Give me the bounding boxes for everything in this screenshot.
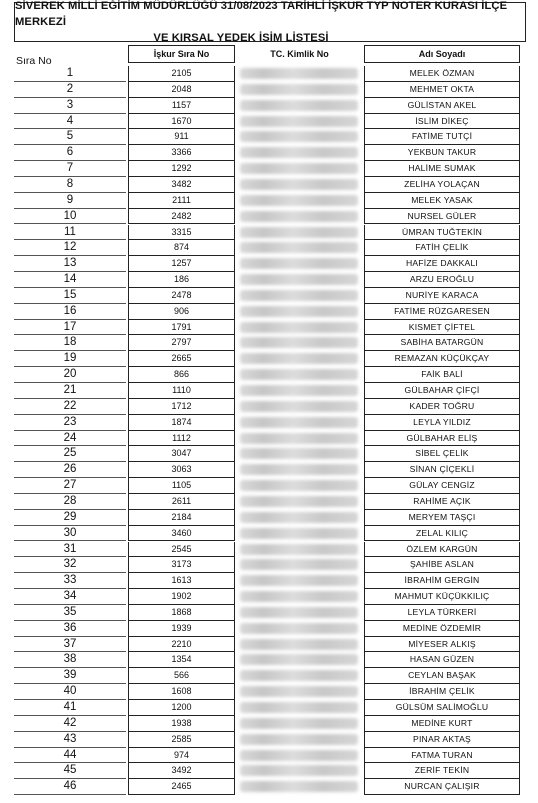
table-row [0,225,538,241]
cell-tc-kimlik-redacted [240,464,358,475]
table-row [0,161,538,177]
cell-sira-no: 44 [63,748,77,761]
cell-adi-soyadi: HAFİZE DAKKALI [364,256,520,272]
cell-iskur-sira-no: 2665 [128,351,235,367]
cell-tc-kimlik-redacted [240,242,358,253]
cell-tc-kimlik-redacted [240,274,358,285]
cell-tc-kimlik-redacted [240,337,358,348]
table-row [0,478,538,494]
table-row [0,177,538,193]
cell-adi-soyadi: GÜLSÜM SALİMOĞLU [364,700,520,716]
cell-sira-no: 36 [63,621,77,634]
cell-sira-no: 41 [63,701,77,713]
cell-sira-no: 8 [66,177,74,190]
table-row [0,605,538,621]
table-row [0,383,538,399]
table-row [0,573,538,589]
cell-sira-no: 10 [63,209,77,222]
table-row [0,304,538,320]
cell-iskur-sira-no: 3460 [128,526,235,542]
cell-tc-kimlik-redacted [240,385,358,396]
table-row [0,462,538,478]
table-row [0,621,538,637]
cell-adi-soyadi: MİYESER ALKIŞ [364,637,520,653]
cell-sira-no: 40 [63,685,77,698]
cell-iskur-sira-no: 1939 [128,621,235,637]
cell-tc-kimlik-redacted [240,654,358,665]
cell-sira-no: 18 [63,336,77,349]
cell-adi-soyadi: SABİHA BATARGÜN [364,335,520,351]
cell-adi-soyadi: MAHMUT KÜÇÜKKILIÇ [364,589,520,605]
table-row [0,114,538,130]
cell-adi-soyadi: GÜLBAHAR ELİŞ [364,431,520,447]
cell-adi-soyadi: KISMET ÇİFTEL [364,320,520,336]
cell-sira-no: 29 [63,510,77,523]
cell-tc-kimlik-redacted [240,131,358,142]
cell-iskur-sira-no: 1200 [128,700,235,716]
cell-tc-kimlik-redacted [240,147,358,158]
cell-iskur-sira-no: 1613 [128,573,235,589]
cell-iskur-sira-no: 186 [128,272,235,288]
cell-sira-no: 12 [63,241,77,254]
cell-iskur-sira-no: 1157 [128,98,235,114]
row-divider [14,794,126,795]
cell-iskur-sira-no: 1112 [128,431,235,447]
cell-iskur-sira-no: 3047 [128,446,235,462]
cell-sira-no: 42 [63,716,77,729]
cell-adi-soyadi: ZELİHA YOLAÇAN [364,177,520,193]
table-row [0,526,538,542]
cell-tc-kimlik-redacted [240,258,358,269]
cell-iskur-sira-no: 1791 [128,320,235,336]
cell-adi-soyadi: NURİYE KARACA [364,288,520,304]
cell-adi-soyadi: MERYEM TAŞÇI [364,510,520,526]
table-row [0,288,538,304]
cell-iskur-sira-no: 3173 [128,557,235,573]
cell-tc-kimlik-redacted [240,369,358,380]
table-row [0,637,538,653]
cell-iskur-sira-no: 1938 [128,716,235,732]
cell-sira-no: 31 [63,542,77,555]
cell-adi-soyadi: FAİK BALİ [364,367,520,383]
cell-tc-kimlik-redacted [240,68,358,79]
cell-tc-kimlik-redacted [240,322,358,333]
cell-iskur-sira-no: 2111 [128,193,235,209]
cell-sira-no: 6 [66,146,74,159]
cell-adi-soyadi: KADER TOĞRU [364,399,520,415]
cell-iskur-sira-no: 2210 [128,637,235,653]
cell-iskur-sira-no: 3482 [128,177,235,193]
table-row [0,66,538,82]
cell-tc-kimlik-redacted [240,718,358,729]
cell-tc-kimlik-redacted [240,211,358,222]
cell-adi-soyadi: MEDİNE ÖZDEMİR [364,621,520,637]
table-row [0,510,538,526]
cell-sira-no: 20 [63,368,77,381]
cell-iskur-sira-no: 2105 [128,66,235,82]
cell-adi-soyadi: GÜLBAHAR ÇİFÇİ [364,383,520,399]
table-row [0,446,538,462]
cell-sira-no: 11 [64,225,76,238]
cell-adi-soyadi: GÜLİSTAN AKEL [364,98,520,114]
cell-sira-no: 2 [66,82,74,95]
table-row [0,145,538,161]
cell-iskur-sira-no: 874 [128,240,235,256]
cell-adi-soyadi: YEKBUN TAKUR [364,145,520,161]
cell-adi-soyadi: MEDİNE KURT [364,716,520,732]
cell-tc-kimlik-redacted [240,84,358,95]
cell-tc-kimlik-redacted [240,702,358,713]
cell-iskur-sira-no: 3492 [128,763,235,779]
cell-sira-no: 1 [66,67,74,79]
cell-iskur-sira-no: 2465 [128,779,235,795]
cell-iskur-sira-no: 911 [128,129,235,145]
header-sira-no: Sıra No [16,55,52,67]
cell-iskur-sira-no: 2482 [128,209,235,225]
cell-adi-soyadi: MELEK ÖZMAN [364,66,520,82]
cell-iskur-sira-no: 1257 [128,256,235,272]
cell-tc-kimlik-redacted [240,195,358,206]
table-row [0,700,538,716]
cell-iskur-sira-no: 906 [128,304,235,320]
cell-adi-soyadi: LEYLA YILDIZ [364,415,520,431]
cell-iskur-sira-no: 1712 [128,399,235,415]
cell-tc-kimlik-redacted [240,607,358,618]
cell-tc-kimlik-redacted [240,686,358,697]
cell-adi-soyadi: İBRAHİM GERGİN [364,573,520,589]
cell-tc-kimlik-redacted [240,480,358,491]
cell-tc-kimlik-redacted [240,528,358,539]
cell-iskur-sira-no: 1110 [128,383,235,399]
cell-adi-soyadi: SİBEL ÇELİK [364,446,520,462]
cell-sira-no: 24 [63,431,77,444]
cell-adi-soyadi: MELEK YASAK [364,193,520,209]
cell-sira-no: 33 [63,574,77,587]
cell-adi-soyadi: İSLİM DİKEÇ [364,114,520,130]
cell-tc-kimlik-redacted [240,100,358,111]
cell-sira-no: 7 [66,162,74,175]
cell-tc-kimlik-redacted [240,670,358,681]
table-row [0,668,538,684]
cell-sira-no: 32 [63,558,77,571]
cell-adi-soyadi: İBRAHİM ÇELİK [364,684,520,700]
cell-adi-soyadi: FATİME TUTÇİ [364,129,520,145]
cell-sira-no: 30 [63,526,77,539]
cell-iskur-sira-no: 1105 [128,478,235,494]
cell-iskur-sira-no: 3315 [128,225,235,241]
table-row [0,557,538,573]
cell-iskur-sira-no: 2478 [128,288,235,304]
table-row [0,129,538,145]
table-row [0,367,538,383]
cell-tc-kimlik-redacted [240,544,358,555]
cell-tc-kimlik-redacted [240,639,358,650]
cell-sira-no: 34 [63,590,77,603]
cell-tc-kimlik-redacted [240,116,358,127]
table-row [0,779,538,795]
cell-sira-no: 19 [63,352,77,365]
cell-adi-soyadi: ZERİF TEKİN [364,763,520,779]
cell-sira-no: 5 [66,130,74,143]
cell-tc-kimlik-redacted [240,591,358,602]
cell-adi-soyadi: MEHMET OKTA [364,82,520,98]
cell-adi-soyadi: REMAZAN KÜÇÜKÇAY [364,351,520,367]
cell-sira-no: 35 [63,605,77,618]
cell-adi-soyadi: FATİME RÜZGARESEN [364,304,520,320]
cell-sira-no: 21 [63,384,77,396]
cell-tc-kimlik-redacted [240,623,358,634]
cell-sira-no: 26 [63,463,77,476]
table-row [0,494,538,510]
cell-iskur-sira-no: 1292 [128,161,235,177]
cell-sira-no: 13 [63,257,77,270]
cell-iskur-sira-no: 1874 [128,415,235,431]
cell-iskur-sira-no: 3366 [128,145,235,161]
cell-sira-no: 4 [66,114,74,127]
header-adi-soyadi: Adı Soyadı [364,45,520,63]
table-row [0,209,538,225]
cell-adi-soyadi: HASAN GÜZEN [364,652,520,668]
cell-tc-kimlik-redacted [240,750,358,761]
cell-sira-no: 28 [63,494,77,507]
cell-sira-no: 43 [63,732,77,745]
cell-adi-soyadi: FATİH ÇELİK [364,240,520,256]
cell-sira-no: 45 [63,764,77,777]
cell-sira-no: 14 [63,273,77,286]
table-row [0,82,538,98]
cell-adi-soyadi: RAHİME AÇIK [364,494,520,510]
cell-adi-soyadi: ÜMRAN TUĞTEKİN [364,225,520,241]
cell-sira-no: 23 [63,415,77,428]
cell-iskur-sira-no: 974 [128,748,235,764]
cell-sira-no: 22 [63,399,77,412]
table-row [0,652,538,668]
table-row [0,320,538,336]
cell-adi-soyadi: NURCAN ÇALIŞIR [364,779,520,795]
table-row [0,193,538,209]
table-row [0,335,538,351]
table-row [0,272,538,288]
cell-iskur-sira-no: 2048 [128,82,235,98]
table-row [0,748,538,764]
cell-tc-kimlik-redacted [240,575,358,586]
cell-adi-soyadi: GÜLAY CENGİZ [364,478,520,494]
table-row [0,763,538,779]
table-row [0,98,538,114]
cell-sira-no: 15 [63,288,77,301]
cell-tc-kimlik-redacted [240,734,358,745]
cell-adi-soyadi: ÖZLEM KARGÜN [364,542,520,558]
cell-tc-kimlik-redacted [240,496,358,507]
cell-iskur-sira-no: 2184 [128,510,235,526]
cell-tc-kimlik-redacted [240,765,358,776]
cell-sira-no: 27 [63,479,77,492]
cell-adi-soyadi: ARZU EROĞLU [364,272,520,288]
cell-tc-kimlik-redacted [240,306,358,317]
cell-sira-no: 17 [63,320,77,333]
cell-tc-kimlik-redacted [240,179,358,190]
table-row [0,542,538,558]
cell-sira-no: 46 [63,780,77,793]
cell-sira-no: 3 [66,98,74,111]
cell-tc-kimlik-redacted [240,417,358,428]
table-row [0,415,538,431]
document-title [14,2,526,42]
cell-adi-soyadi: ŞAHİBE ASLAN [364,557,520,573]
cell-adi-soyadi: PINAR AKTAŞ [364,732,520,748]
cell-iskur-sira-no: 2797 [128,335,235,351]
cell-iskur-sira-no: 1608 [128,684,235,700]
cell-adi-soyadi: SİNAN ÇİÇEKLİ [364,462,520,478]
cell-tc-kimlik-redacted [240,227,358,238]
cell-tc-kimlik-redacted [240,401,358,412]
cell-iskur-sira-no: 2585 [128,732,235,748]
table-row [0,399,538,415]
cell-adi-soyadi: ZELAL KILIÇ [364,526,520,542]
cell-sira-no: 38 [63,653,77,666]
cell-iskur-sira-no: 1670 [128,114,235,130]
table-row [0,589,538,605]
header-iskur-sira-no: İşkur Sıra No [128,45,235,63]
header-tc-kimlik-no: TC. Kimlik No [270,49,329,59]
cell-adi-soyadi: FATMA TURAN [364,748,520,764]
cell-iskur-sira-no: 2545 [128,542,235,558]
cell-adi-soyadi: LEYLA TÜRKERİ [364,605,520,621]
cell-tc-kimlik-redacted [240,163,358,174]
cell-tc-kimlik-redacted [240,781,358,792]
cell-sira-no: 25 [63,447,77,460]
cell-tc-kimlik-redacted [240,290,358,301]
table-row [0,732,538,748]
cell-adi-soyadi: HALİME SUMAK [364,161,520,177]
cell-iskur-sira-no: 866 [128,367,235,383]
cell-iskur-sira-no: 1868 [128,605,235,621]
cell-tc-kimlik-redacted [240,559,358,570]
title-line-1: SİVEREK MİLLİ EĞİTİM MÜDÜRLÜĞÜ 31/08/2023 TARİHLİ İŞKUR TYP NOTER KURASI İLÇE MERKEZİ [15,0,508,28]
cell-tc-kimlik-redacted [240,433,358,444]
cell-sira-no: 39 [63,669,77,682]
cell-sira-no: 16 [63,304,77,317]
table-row [0,716,538,732]
table-row [0,351,538,367]
cell-adi-soyadi: CEYLAN BAŞAK [364,668,520,684]
cell-iskur-sira-no: 566 [128,668,235,684]
cell-iskur-sira-no: 3063 [128,462,235,478]
cell-adi-soyadi: NURSEL GÜLER [364,209,520,225]
cell-tc-kimlik-redacted [240,512,358,523]
cell-tc-kimlik-redacted [240,353,358,364]
table-row [0,431,538,447]
table-row [0,240,538,256]
cell-tc-kimlik-redacted [240,448,358,459]
table-row [0,256,538,272]
cell-iskur-sira-no: 2611 [128,494,235,510]
cell-sira-no: 37 [63,637,77,650]
table-row [0,684,538,700]
cell-iskur-sira-no: 1902 [128,589,235,605]
cell-sira-no: 9 [66,193,74,206]
cell-iskur-sira-no: 1354 [128,652,235,668]
title-line-2: VE KIRSAL YEDEK İSİM LİSTESİ [153,32,329,44]
